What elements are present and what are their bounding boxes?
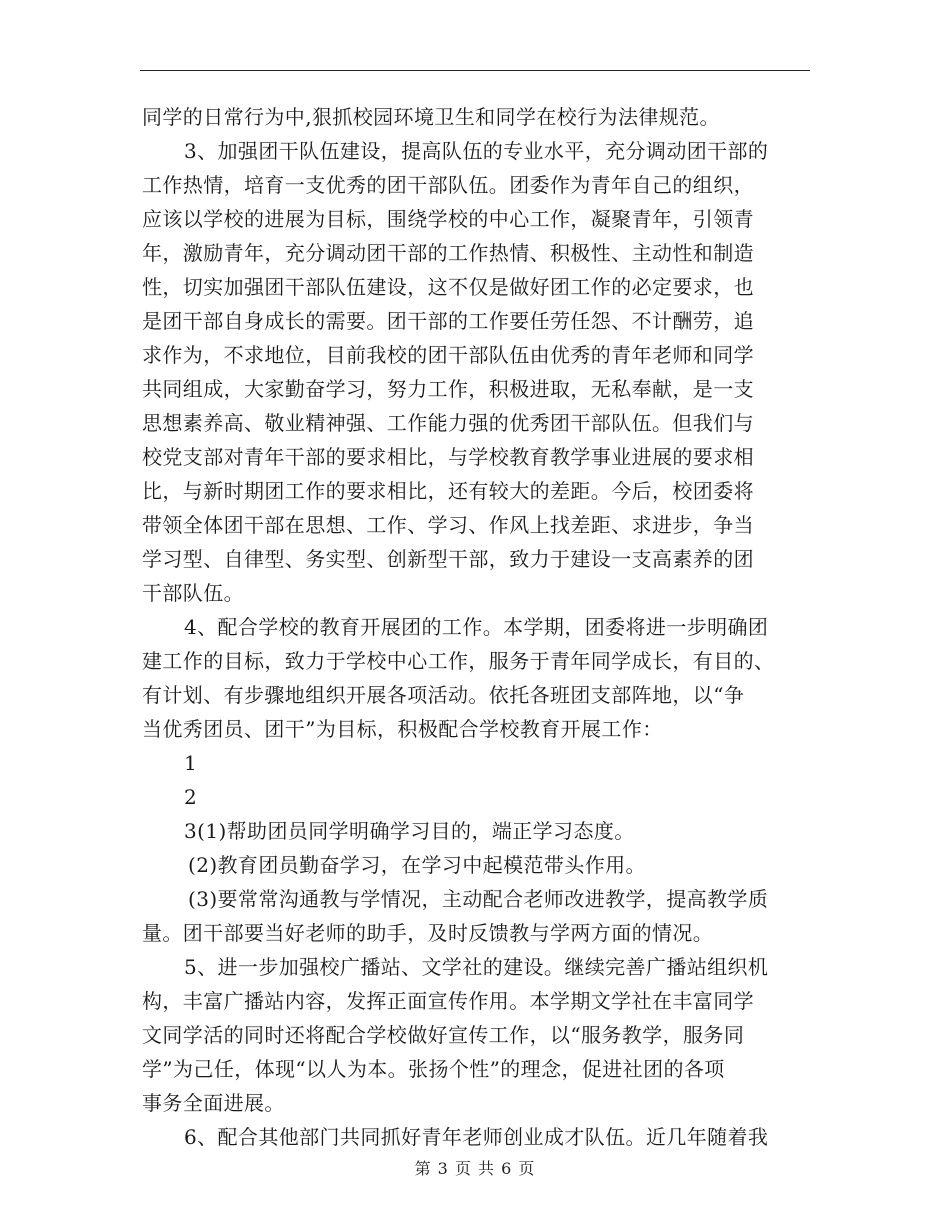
paragraph-5-start: 5、进一步加强校广播站、文学社的建设。继续完善广播站组织机 bbox=[184, 955, 769, 979]
text-line: 带领全体团干部在思想、工作、学习、作风上找差距、求进步，争当 bbox=[142, 513, 754, 537]
text-line: 学习型、自律型、务实型、创新型干部，致力于建设一支高素养的团 bbox=[142, 547, 754, 571]
list-item-1: 3(1)帮助团员同学明确学习目的，端正学习态度。 bbox=[184, 819, 635, 843]
list-number-1: 1 bbox=[184, 751, 198, 775]
header-rule bbox=[140, 70, 810, 71]
text-line: 年，激励青年，充分调动团干部的工作热情、积极性、主动性和制造 bbox=[142, 241, 754, 265]
text-line: 量。团干部要当好老师的助手，及时反馈教与学两方面的情况。 bbox=[142, 921, 714, 945]
text-line: 校党支部对青年干部的要求相比，与学校教育教学事业进展的要求相 bbox=[142, 445, 754, 469]
list-number-2: 2 bbox=[184, 785, 198, 809]
paragraph-3-start: 3、加强团干队伍建设，提高队伍的专业水平，充分调动团干部的 bbox=[184, 139, 769, 163]
text-line: 干部队伍。 bbox=[142, 581, 244, 605]
text-line: 当优秀团员、团干”为目标，积极配合学校教育开展工作： bbox=[142, 717, 663, 741]
page-number-footer: 第 3 页 共 6 页 bbox=[414, 1159, 536, 1178]
document-body bbox=[142, 100, 808, 1154]
text-line: 学”为己任，体现“以人为本。张扬个性”的理念，促进社团的各项 bbox=[142, 1057, 725, 1081]
text-line: 性，切实加强团干部队伍建设，这不仅是做好团工作的必定要求，也 bbox=[142, 275, 754, 299]
text-line: 是团干部自身成长的需要。团干部的工作要任劳任怨、不计酬劳，追 bbox=[142, 309, 754, 333]
text-line: 文同学活的同时还将配合学校做好宣传工作，以“服务教学，服务同 bbox=[142, 1023, 745, 1047]
text-line: 求作为，不求地位，目前我校的团干部队伍由优秀的青年老师和同学 bbox=[142, 343, 754, 367]
text-line: 构，丰富广播站内容，发挥正面宣传作用。本学期文学社在丰富同学 bbox=[142, 989, 754, 1013]
text-line: 应该以学校的进展为目标，围绕学校的中心工作，凝聚青年，引领青 bbox=[142, 207, 754, 231]
text-line: 建工作的目标，致力于学校中心工作，服务于青年同学成长，有目的、 bbox=[142, 649, 775, 673]
text-line: 工作热情，培育一支优秀的团干部队伍。团委作为青年自己的组织， bbox=[142, 173, 754, 197]
text-line: 有计划、有步骤地组织开展各项活动。依托各班团支部阵地，以“争 bbox=[142, 683, 745, 707]
paragraph-4-start: 4、配合学校的教育开展团的工作。本学期，团委将进一步明确团 bbox=[184, 615, 769, 639]
text-line: 思想素养高、敬业精神强、工作能力强的优秀团干部队伍。但我们与 bbox=[142, 411, 754, 435]
list-item-2: (2)教育团员勤奋学习，在学习中起模范带头作用。 bbox=[188, 853, 646, 877]
text-line: 比，与新时期团工作的要求相比，还有较大的差距。今后，校团委将 bbox=[142, 479, 754, 503]
paragraph-6-start: 6、配合其他部门共同抓好青年老师创业成才队伍。近几年随着我 bbox=[184, 1125, 769, 1149]
text-line: 同学的日常行为中,狠抓校园环境卫生和同学在校行为法律规范。 bbox=[142, 105, 720, 129]
text-line: 事务全面进展。 bbox=[142, 1091, 285, 1115]
text-line: 共同组成，大家勤奋学习，努力工作，积极进取，无私奉献，是一支 bbox=[142, 377, 754, 401]
list-item-3: (3)要常常沟通教与学情况，主动配合老师改进教学，提高教学质 bbox=[188, 887, 769, 911]
